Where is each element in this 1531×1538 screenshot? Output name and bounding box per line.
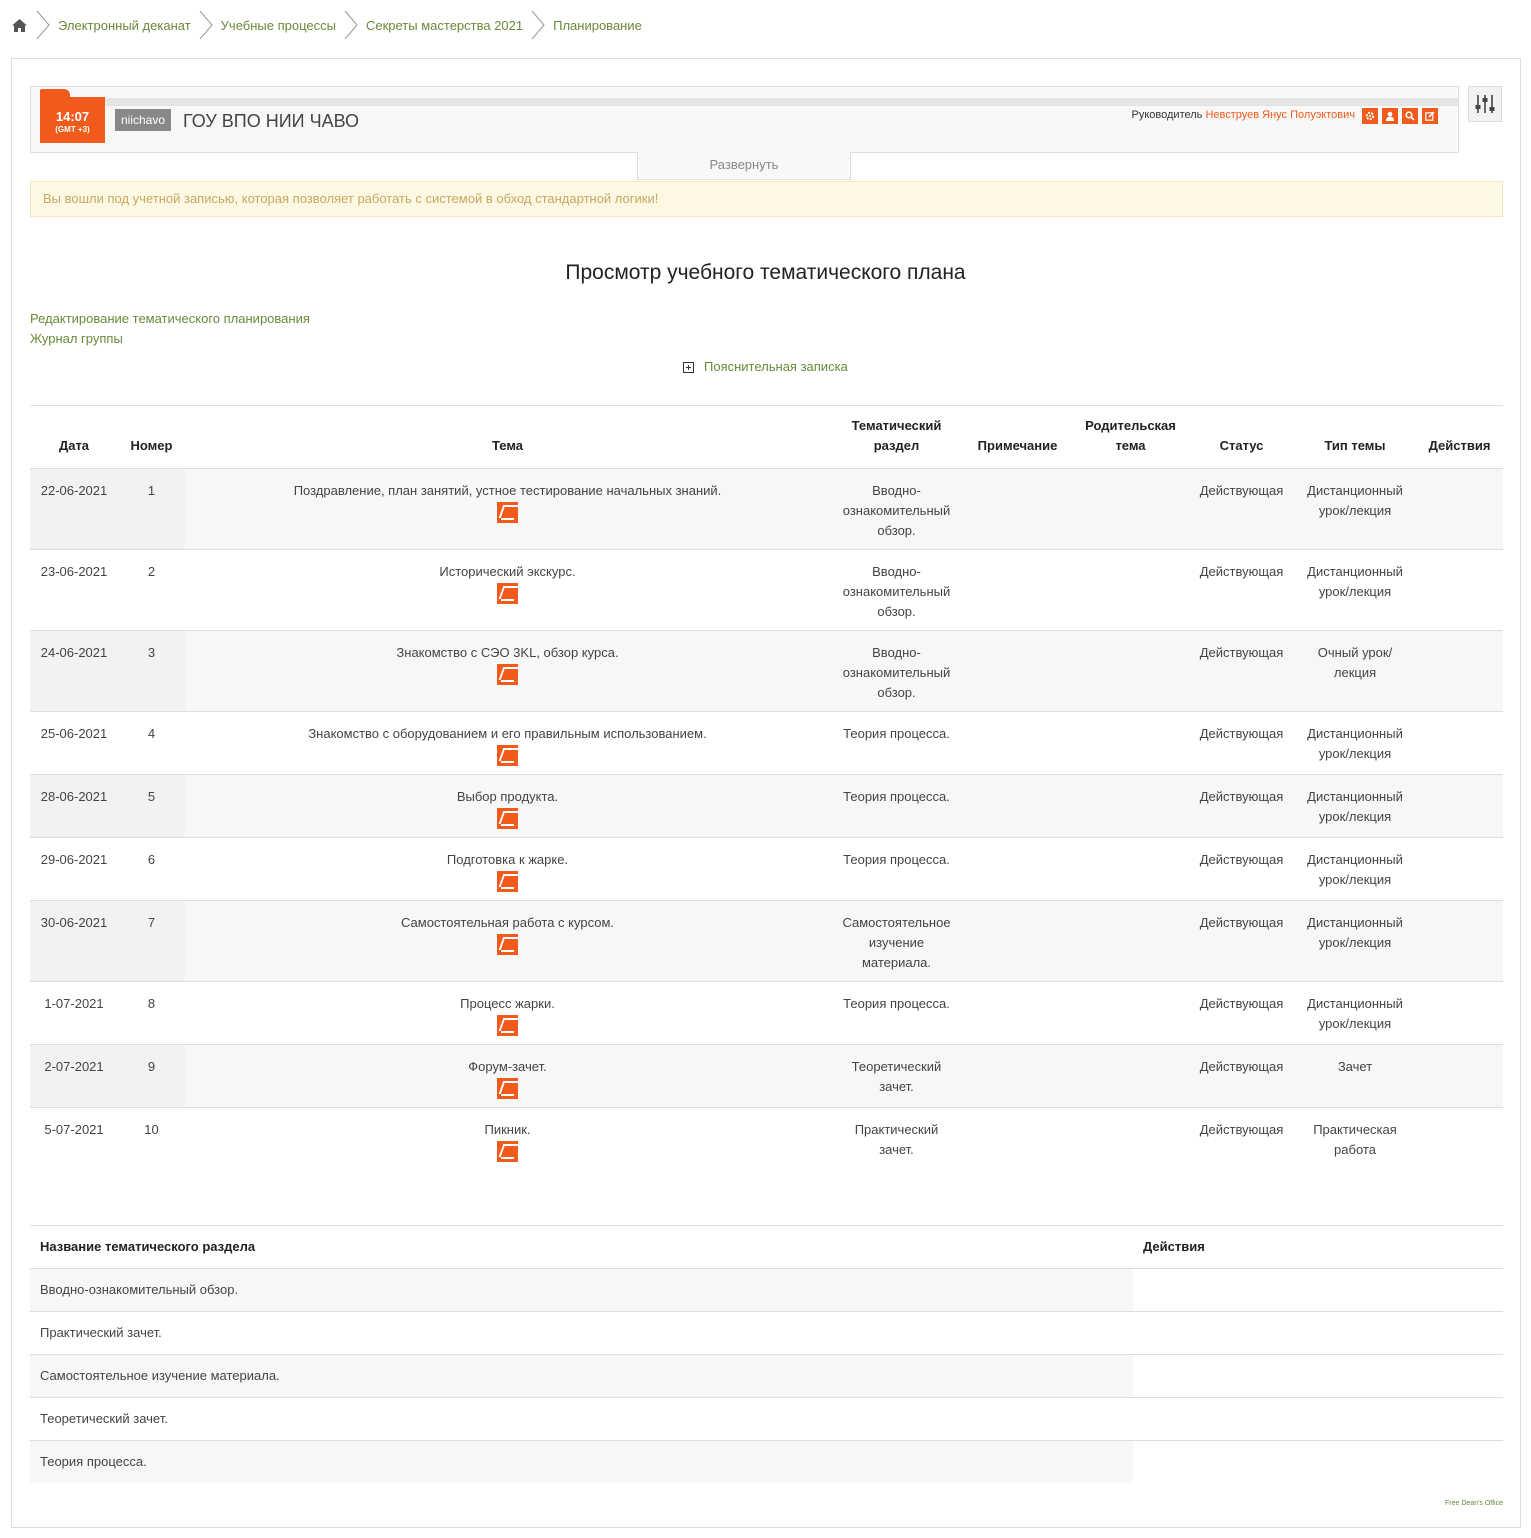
table-row (30, 775, 1503, 838)
col-parent[interactable]: Родительская тема (1072, 406, 1189, 469)
cell-actions (1416, 1045, 1503, 1108)
cell-type (1294, 1045, 1416, 1108)
cell-number-text: 4 (147, 726, 156, 741)
cell-type (1294, 631, 1416, 712)
cell-note (963, 982, 1072, 1045)
sliders-icon[interactable] (1468, 86, 1502, 122)
cell-number (118, 712, 185, 775)
pdf-icon[interactable] (497, 1015, 518, 1036)
cell-type-text: Дистанционный урок/лекция (1307, 996, 1403, 1031)
section-actions (1133, 1441, 1503, 1484)
cell-parent (1072, 712, 1189, 775)
cell-topic (185, 901, 830, 982)
cell-status (1189, 982, 1294, 1045)
edit-icon[interactable] (1422, 108, 1438, 124)
cell-type (1294, 469, 1416, 550)
cell-topic-text: Форум-зачет. (468, 1059, 547, 1074)
department-head (1132, 108, 1355, 122)
head-name-link[interactable]: Невструев Янус Полуэктович (1205, 109, 1355, 121)
cell-status (1189, 1108, 1294, 1171)
cell-parent (1072, 982, 1189, 1045)
header-stripe (103, 98, 1458, 106)
search-icon[interactable] (1402, 108, 1418, 124)
cell-type-text: Дистанционный урок/лекция (1307, 726, 1403, 761)
cell-type (1294, 901, 1416, 982)
cell-date (30, 901, 118, 982)
cell-topic (185, 1108, 830, 1171)
cell-date (30, 712, 118, 775)
clock-time: 14:07 (55, 109, 90, 124)
cell-type (1294, 982, 1416, 1045)
cell-number (118, 1045, 185, 1108)
head-label: Руководитель (1131, 109, 1203, 121)
cell-section (830, 901, 963, 982)
section-actions (1133, 1398, 1503, 1441)
cell-parent (1072, 901, 1189, 982)
col-type[interactable]: Тип темы (1294, 406, 1416, 469)
plan-table (30, 405, 1503, 1170)
cell-type-text: Дистанционный урок/лекция (1307, 915, 1403, 950)
cell-section (830, 838, 963, 901)
home-icon[interactable] (10, 17, 28, 33)
chevron-right-icon (36, 10, 50, 40)
section-row (30, 1269, 1503, 1312)
section-row (30, 1312, 1503, 1355)
col-section-actions: Действия (1133, 1226, 1503, 1269)
cell-topic-text: Выбор продукта. (456, 789, 559, 804)
section-row (30, 1441, 1503, 1484)
page-title: Просмотр учебного тематического плана (565, 261, 966, 284)
cell-number-text: 3 (147, 645, 156, 660)
pdf-icon[interactable] (497, 1078, 518, 1099)
cell-topic-text: Подготовка к жарке. (446, 852, 569, 867)
cell-type-text: Дистанционный урок/лекция (1307, 852, 1403, 887)
cell-actions (1416, 550, 1503, 631)
cell-status (1189, 1045, 1294, 1108)
cell-note (963, 1045, 1072, 1108)
cell-number-text: 6 (147, 852, 156, 867)
cell-topic (185, 469, 830, 550)
cell-note (963, 838, 1072, 901)
col-status[interactable]: Статус (1189, 406, 1294, 469)
sections-table (30, 1225, 1503, 1483)
cell-date (30, 469, 118, 550)
section-name: Вводно-ознакомительный обзор. (30, 1269, 1133, 1312)
cell-actions (1416, 982, 1503, 1045)
cell-type (1294, 838, 1416, 901)
cell-type-text: Зачет (1337, 1059, 1373, 1074)
expand-toggle[interactable]: Развернуть (637, 152, 851, 180)
table-row (30, 631, 1503, 712)
cell-type (1294, 712, 1416, 775)
footer-credit: Free Dean's Office (1444, 1500, 1503, 1507)
cell-section (830, 982, 963, 1045)
cell-number-text: 8 (147, 996, 156, 1011)
section-actions (1133, 1355, 1503, 1398)
section-row (30, 1355, 1503, 1398)
cell-topic (185, 982, 830, 1045)
cell-number (118, 775, 185, 838)
cell-status (1189, 775, 1294, 838)
pdf-icon[interactable] (497, 934, 518, 955)
cell-date-text: 28-06-2021 (40, 789, 108, 804)
cell-number (118, 838, 185, 901)
cell-type-text: Дистанционный урок/лекция (1307, 789, 1403, 824)
cell-actions (1416, 712, 1503, 775)
cell-status (1189, 469, 1294, 550)
cell-number (118, 982, 185, 1045)
table-row (30, 712, 1503, 775)
cell-section-text: Самостоятельное изучение материала. (842, 915, 951, 970)
explanatory-note-toggle[interactable] (683, 360, 848, 374)
plan-table-header (30, 406, 1503, 469)
cell-type-text: Очный урок/лекция (1317, 645, 1393, 680)
cell-status-text: Действующая (1199, 726, 1284, 741)
cell-status-text: Действующая (1199, 789, 1284, 804)
table-row (30, 550, 1503, 631)
cell-status (1189, 550, 1294, 631)
cell-section-text: Вводно-ознакомительный обзор. (842, 483, 951, 538)
warning-alert: Вы вошли под учетной записью, которая позволяет работать с системой в обход стандартной логики! (30, 181, 1503, 217)
cell-section-text: Теория процесса. (843, 996, 950, 1011)
cell-section-text: Практический зачет. (854, 1122, 939, 1157)
cell-note (963, 901, 1072, 982)
cell-topic-text: Исторический экскурс. (439, 564, 576, 579)
cell-parent (1072, 469, 1189, 550)
cell-section (830, 550, 963, 631)
section-actions (1133, 1269, 1503, 1312)
chevron-right-icon (531, 10, 545, 40)
table-row (30, 838, 1503, 901)
cell-topic-text: Самостоятельная работа с курсом. (401, 915, 614, 930)
section-name: Самостоятельное изучение материала. (30, 1355, 1133, 1398)
cell-date (30, 775, 118, 838)
table-row (30, 469, 1503, 550)
cell-section (830, 469, 963, 550)
section-name: Теоретический зачет. (30, 1398, 1133, 1441)
cell-type (1294, 775, 1416, 838)
cell-date-text: 23-06-2021 (40, 564, 108, 579)
gear-icon[interactable] (1362, 108, 1378, 124)
cell-date (30, 838, 118, 901)
clock-badge (40, 97, 105, 143)
cell-topic-text: Пикник. (484, 1122, 531, 1137)
cell-date-text: 5-07-2021 (44, 1122, 104, 1137)
cell-topic (185, 1045, 830, 1108)
cell-date-text: 24-06-2021 (40, 645, 108, 660)
cell-parent (1072, 631, 1189, 712)
cell-section-text: Теория процесса. (843, 789, 950, 804)
cell-parent (1072, 1108, 1189, 1171)
cell-parent (1072, 1045, 1189, 1108)
section-name: Практический зачет. (30, 1312, 1133, 1355)
pdf-icon[interactable] (497, 664, 518, 685)
table-row (30, 1045, 1503, 1108)
cell-parent (1072, 775, 1189, 838)
cell-status-text: Действующая (1199, 1122, 1284, 1137)
pdf-icon[interactable] (497, 871, 518, 892)
col-section[interactable]: Тематический раздел (830, 406, 963, 469)
cell-topic (185, 631, 830, 712)
cell-date-text: 2-07-2021 (44, 1059, 104, 1074)
cell-section (830, 1045, 963, 1108)
cell-actions (1416, 775, 1503, 838)
cell-section (830, 631, 963, 712)
cell-number (118, 469, 185, 550)
cell-date-text: 22-06-2021 (40, 483, 108, 498)
cell-status-text: Действующая (1199, 483, 1284, 498)
cell-note (963, 469, 1072, 550)
section-row (30, 1398, 1503, 1441)
pdf-icon[interactable] (497, 583, 518, 604)
chevron-right-icon (199, 10, 213, 40)
cell-status (1189, 901, 1294, 982)
col-note[interactable]: Примечание (963, 406, 1072, 469)
cell-type-text: Дистанционный урок/лекция (1307, 564, 1403, 599)
table-row (30, 982, 1503, 1045)
clock-timezone: (GMT +3) (55, 125, 90, 134)
table-row (30, 901, 1503, 982)
cell-number-text: 5 (147, 789, 156, 804)
cell-date-text: 29-06-2021 (40, 852, 108, 867)
cell-section-text: Теоретический зачет. (851, 1059, 942, 1094)
pdf-icon[interactable] (497, 1141, 518, 1162)
cell-status (1189, 838, 1294, 901)
explanatory-note-label: Пояснительная записка (704, 359, 848, 374)
cell-date (30, 550, 118, 631)
cell-status-text: Действующая (1199, 915, 1284, 930)
expand-plus-icon (683, 362, 694, 373)
pdf-icon[interactable] (497, 745, 518, 766)
cell-number-text: 2 (147, 564, 156, 579)
cell-topic-text: Знакомство с оборудованием и его правильным использованием. (308, 726, 707, 741)
cell-topic (185, 712, 830, 775)
cell-number (118, 550, 185, 631)
sections-table-header (30, 1226, 1503, 1269)
section-name: Теория процесса. (30, 1441, 1133, 1484)
cell-topic (185, 775, 830, 838)
cell-date (30, 631, 118, 712)
cell-parent (1072, 550, 1189, 631)
table-row (30, 1108, 1503, 1171)
cell-topic (185, 838, 830, 901)
cell-section-text: Вводно-ознакомительный обзор. (842, 645, 951, 700)
org-code-badge: niichavo (115, 109, 171, 131)
pdf-icon[interactable] (497, 808, 518, 829)
col-actions: Действия (1416, 406, 1503, 469)
cell-number-text: 9 (147, 1059, 156, 1074)
cell-topic (185, 550, 830, 631)
cell-note (963, 712, 1072, 775)
cell-actions (1416, 631, 1503, 712)
cell-topic-text: Поздравление, план занятий, устное тестирование начальных знаний. (293, 483, 722, 498)
col-topic[interactable]: Тема (185, 406, 830, 469)
cell-note (963, 775, 1072, 838)
cell-note (963, 631, 1072, 712)
org-name: ГОУ ВПО НИИ ЧАВО (183, 111, 360, 131)
section-actions (1133, 1312, 1503, 1355)
cell-section-text: Теория процесса. (843, 852, 950, 867)
cell-status-text: Действующая (1199, 645, 1284, 660)
breadcrumb-item-course[interactable]: Секреты мастерства 2021 (365, 17, 524, 33)
cell-type (1294, 550, 1416, 631)
cell-section-text: Теория процесса. (843, 726, 950, 741)
cell-number-text: 10 (144, 1122, 159, 1137)
cell-type (1294, 1108, 1416, 1171)
cell-status-text: Действующая (1199, 852, 1284, 867)
cell-number (118, 1108, 185, 1171)
cell-number-text: 1 (147, 483, 156, 498)
cell-note (963, 550, 1072, 631)
cell-actions (1416, 469, 1503, 550)
cell-number-text: 7 (147, 915, 156, 930)
cell-section-text: Вводно-ознакомительный обзор. (842, 564, 951, 619)
cell-section (830, 1108, 963, 1171)
header-actions (1362, 108, 1438, 124)
group-journal-link[interactable]: Журнал группы (30, 331, 123, 346)
chevron-right-icon (344, 10, 358, 40)
breadcrumb-item-processes[interactable]: Учебные процессы (220, 17, 336, 33)
col-section-name: Название тематического раздела (30, 1226, 1133, 1269)
pdf-icon[interactable] (497, 502, 518, 523)
cell-parent (1072, 838, 1189, 901)
cell-date-text: 30-06-2021 (40, 915, 108, 930)
user-icon[interactable] (1382, 108, 1398, 124)
breadcrumb-item-planning[interactable]: Планирование (553, 17, 642, 33)
cell-section (830, 712, 963, 775)
cell-actions (1416, 1108, 1503, 1171)
cell-actions (1416, 838, 1503, 901)
cell-status (1189, 631, 1294, 712)
cell-date (30, 1108, 118, 1171)
cell-section (830, 775, 963, 838)
cell-number (118, 631, 185, 712)
cell-status-text: Действующая (1199, 1059, 1284, 1074)
edit-planning-link[interactable]: Редактирование тематического планирования (30, 311, 310, 326)
cell-status (1189, 712, 1294, 775)
breadcrumb (0, 0, 1531, 50)
cell-type-text: Дистанционный урок/лекция (1307, 483, 1403, 518)
col-date[interactable]: Дата (30, 406, 118, 469)
cell-date-text: 1-07-2021 (44, 996, 104, 1011)
cell-date (30, 1045, 118, 1108)
cell-note (963, 1108, 1072, 1171)
cell-date (30, 982, 118, 1045)
cell-date-text: 25-06-2021 (40, 726, 108, 741)
cell-status-text: Действующая (1199, 564, 1284, 579)
cell-number (118, 901, 185, 982)
breadcrumb-item-dean-office[interactable]: Электронный деканат (58, 17, 191, 33)
cell-topic-text: Процесс жарки. (460, 996, 555, 1011)
cell-type-text: Практическая работа (1313, 1122, 1397, 1157)
cell-actions (1416, 901, 1503, 982)
cell-topic-text: Знакомство с СЭО 3KL, обзор курса. (396, 645, 619, 660)
col-number[interactable]: Номер (118, 406, 185, 469)
cell-status-text: Действующая (1199, 996, 1284, 1011)
